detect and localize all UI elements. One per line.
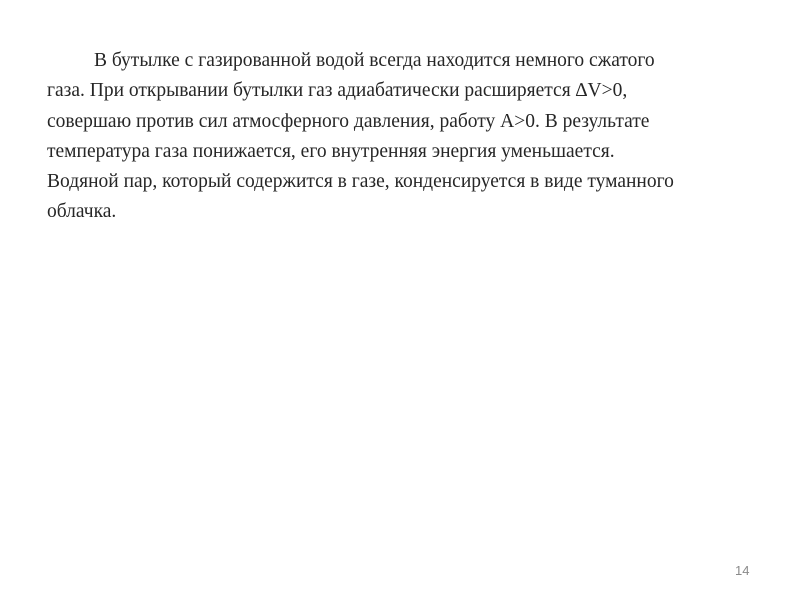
paragraph-line: температура газа понижается, его внутренняя энергия уменьшается. (47, 140, 615, 162)
paragraph-line: В бутылке с газированной водой всегда находится немного сжатого (94, 50, 655, 71)
paragraph-line: Водяной пар, который содержится в газе, конденсируется в виде туманного (47, 171, 674, 193)
body-paragraph (47, 46, 769, 228)
paragraph-line: совершаю против сил атмосферного давления, работу А>0. В результате (47, 110, 650, 132)
paragraph-line: газа. При открывании бутылки газ адиабатически расширяется ∆V>0, (47, 80, 628, 102)
page-number: 14 (735, 563, 750, 578)
paragraph-line: облачка. (47, 201, 117, 223)
